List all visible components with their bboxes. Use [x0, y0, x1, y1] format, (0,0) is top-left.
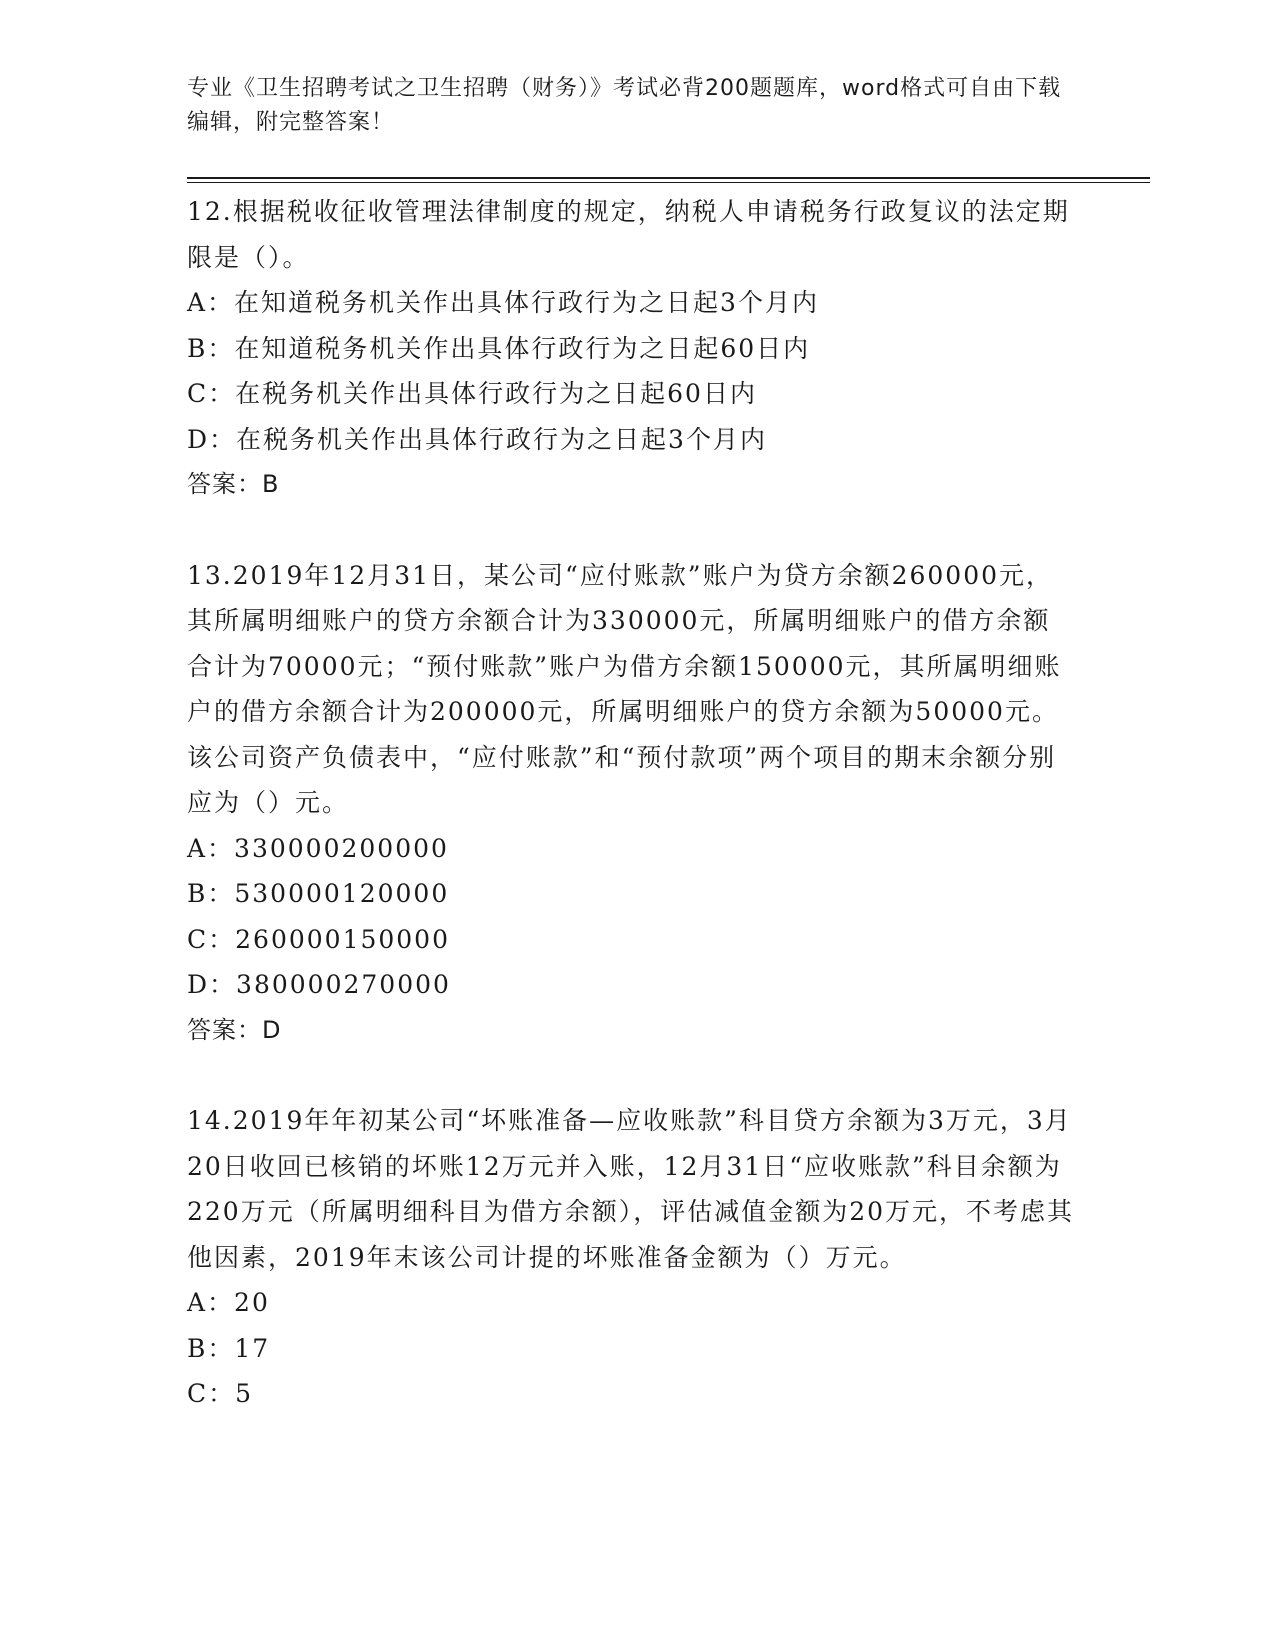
question-list: [187, 189, 1077, 1417]
option-d: D：在税务机关作出具体行政行为之日起3个月内: [187, 424, 767, 454]
question-stem: 12.根据税收征收管理法律制度的规定，纳税人申请税务行政复议的法定期限是（）。: [187, 197, 1070, 272]
option-c: C：在税务机关作出具体行政行为之日起60日内: [187, 379, 757, 408]
option-c: C：5: [187, 1379, 254, 1408]
answer-label: 答案：B: [187, 470, 280, 498]
option-b: B：17: [187, 1333, 271, 1363]
header-divider-thick: [187, 177, 1150, 179]
question-stem: 14.2019年年初某公司“坏账准备—应收账款”科目贷方余额为3万元，3月20日收回已核销的坏账12万元并入账，12月31日“应收账款”科目余额为220万元（所属明细科目为借方余额），评估减值金额为20万元，不考虑其他因素，2019年末该公司计提的坏账准备金额为（）万元。: [187, 1106, 1075, 1272]
option-b: B：530000120000: [187, 879, 450, 908]
option-d: D：380000270000: [187, 970, 451, 999]
option-a: A：330000200000: [187, 833, 449, 863]
option-a: A：在知道税务机关作出具体行政行为之日起3个月内: [187, 288, 819, 317]
question-14: [187, 1098, 1077, 1417]
question-12: [187, 189, 1077, 508]
question-13: [187, 553, 1077, 1054]
question-spacer: [187, 1053, 1077, 1098]
option-c: C：260000150000: [187, 924, 450, 954]
document-header: 专业《卫生招聘考试之卫生招聘（财务）》考试必背200题题库，word格式可自由下载编辑，附完整答案！: [187, 76, 1062, 135]
question-stem: 13.2019年12月31日，某公司“应付账款”账户为贷方余额260000元，其所属明细账户的贷方余额合计为330000元，所属明细账户的借方余额合计为70000元；“预付账款”账户为借方余额150000元，其所属明细账户的借方余额合计为200000元，所属明细账户的贷方余额为50000元。该公司资产负债表中，“应付账款”和“预付款项”两个项目的期末余额分别应为（）元。: [187, 560, 1062, 817]
option-a: A：20: [187, 1288, 270, 1317]
header-divider-thin: [187, 182, 1150, 183]
option-b: B：在知道税务机关作出具体行政行为之日起60日内: [187, 333, 811, 363]
question-spacer: [187, 508, 1077, 553]
answer-label: 答案：D: [187, 1015, 282, 1044]
